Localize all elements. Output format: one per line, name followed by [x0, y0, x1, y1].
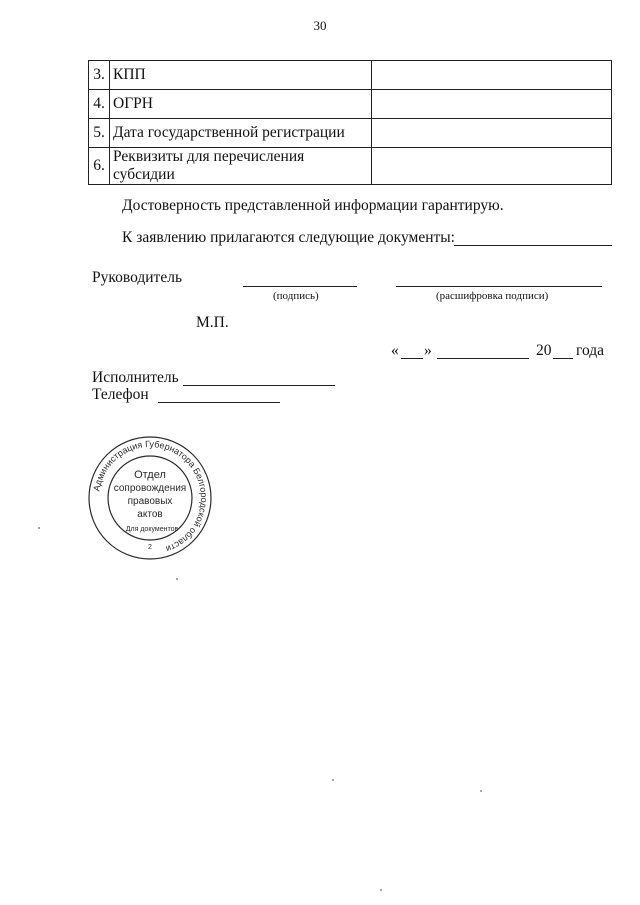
page-number: 30 [313, 18, 327, 33]
row-value-cell[interactable] [372, 61, 612, 90]
date-day-line[interactable] [401, 358, 423, 359]
stamp-line-1: Отдел [134, 469, 166, 481]
scan-speck [480, 790, 482, 792]
attachments-line[interactable] [454, 245, 612, 246]
signature-decoding-line[interactable] [396, 286, 602, 287]
date-month-line[interactable] [437, 358, 529, 359]
signature-decoding-caption: (расшифровка подписи) [436, 290, 549, 302]
table-row [89, 148, 612, 185]
date-year-line[interactable] [553, 358, 573, 359]
phone-label: Телефон [92, 386, 149, 403]
guarantee-statement: Достоверность представленной информации гарантирую. [122, 197, 504, 214]
row-label: ОГРН [110, 90, 372, 119]
executor-line[interactable] [183, 385, 335, 386]
row-value-cell[interactable] [372, 148, 612, 185]
row-value-cell[interactable] [372, 90, 612, 119]
signature-line[interactable] [243, 286, 357, 287]
table-row [89, 61, 612, 90]
table-row [89, 119, 612, 148]
stamp-ring-text: Администрация Губернатора Белгородской области [91, 438, 210, 555]
requisites-table [88, 60, 612, 185]
row-label: КПП [110, 61, 372, 90]
row-label: Дата государственной регистрации [110, 119, 372, 148]
executor-label: Исполнитель [92, 369, 179, 386]
stamp-bottom-text: Для документов [125, 526, 179, 533]
scan-speck [380, 889, 382, 891]
row-number: 3. [89, 61, 110, 90]
phone-line[interactable] [158, 402, 280, 403]
row-number: 4. [89, 90, 110, 119]
scan-speck [176, 578, 178, 580]
date-century: 20 [536, 342, 552, 359]
row-label: Реквизиты для перечисления субсидии [110, 148, 372, 185]
date-open-quote: « [391, 342, 399, 359]
stamp-line-4: актов [137, 509, 163, 520]
date-year-word: года [576, 342, 605, 359]
stamp-line-3: правовых [127, 496, 173, 507]
seal-label: М.П. [196, 314, 229, 331]
official-stamp [86, 434, 214, 562]
date-close-quote: » [424, 342, 432, 359]
scan-speck [332, 779, 334, 781]
row-number: 5. [89, 119, 110, 148]
table-row [89, 90, 612, 119]
head-label: Руководитель [92, 269, 183, 286]
attachments-statement: К заявлению прилагаются следующие документы: [122, 229, 455, 246]
row-number: 6. [89, 148, 110, 185]
stamp-line-2: сопровождения [113, 483, 187, 494]
signature-caption: (подпись) [273, 290, 319, 302]
scan-speck [38, 527, 40, 529]
row-value-cell[interactable] [372, 119, 612, 148]
stamp-number: 2 [148, 544, 152, 551]
